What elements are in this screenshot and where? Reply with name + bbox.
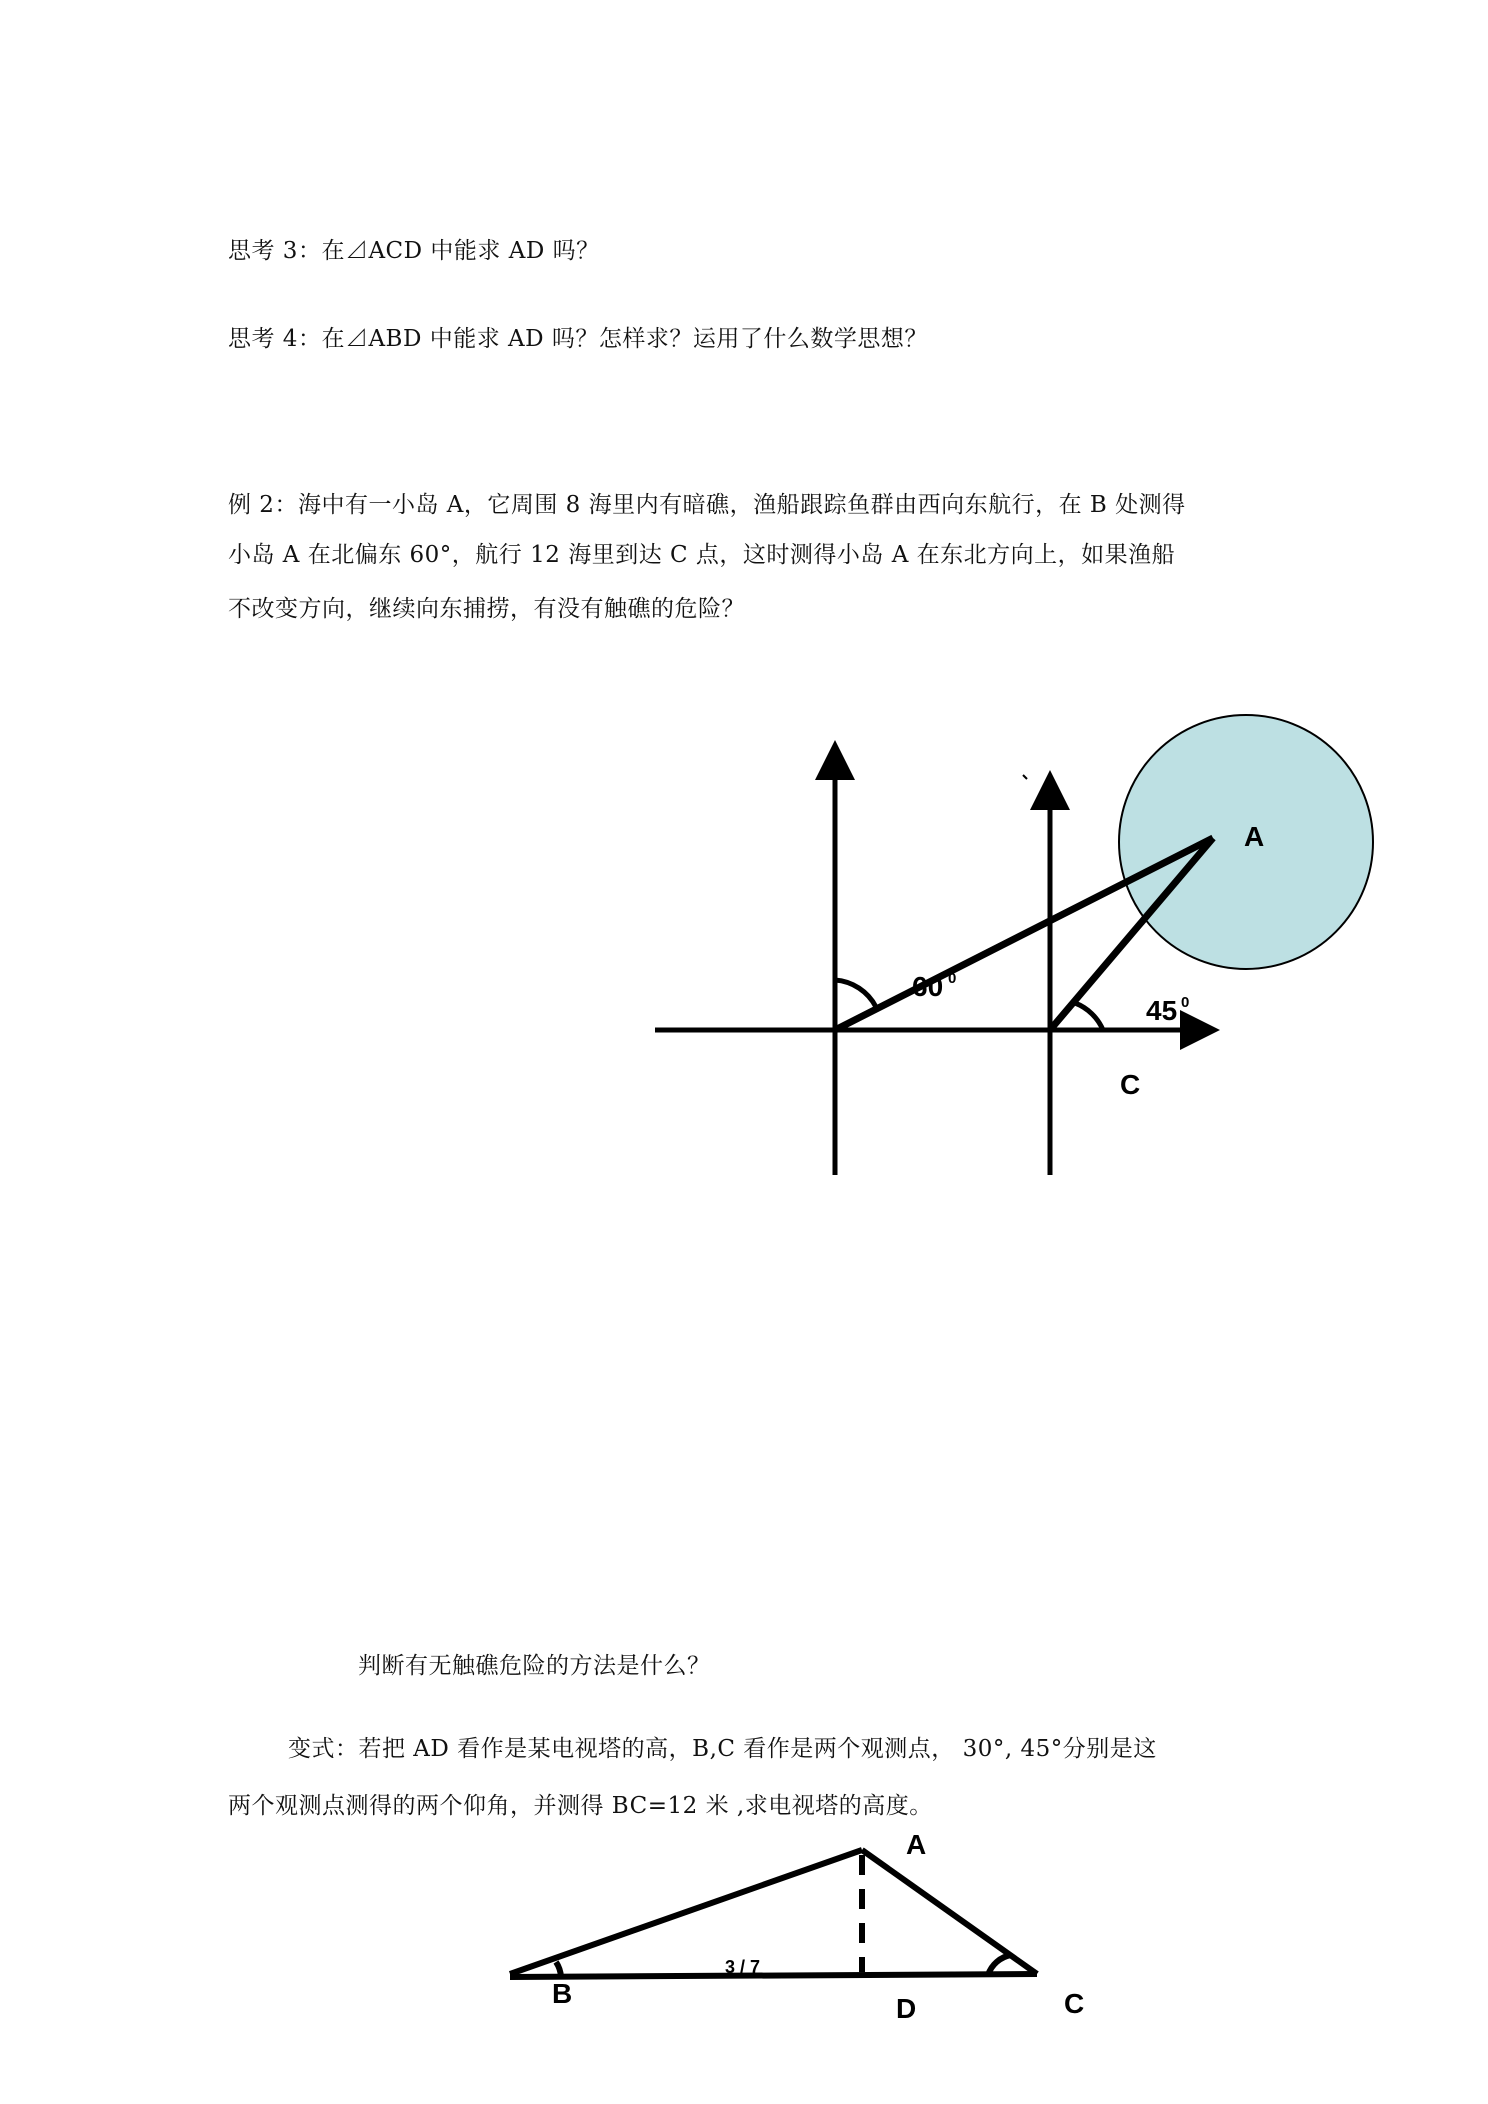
label-c-fig1: C bbox=[1120, 1069, 1141, 1100]
angle-arc-45 bbox=[1075, 1003, 1103, 1030]
example-2-line-2: 小岛 A 在北偏东 60°，航行 12 海里到达 C 点，这时测得小岛 A 在东北方向上，如果渔船 bbox=[228, 542, 1176, 568]
angle-label-60: 60 bbox=[912, 971, 944, 1002]
segment-bc bbox=[510, 1974, 1037, 1977]
angle-60-degree: 0 bbox=[948, 970, 957, 987]
think-3: 思考 3：在⊿ACD 中能求 AD 吗？ bbox=[228, 238, 600, 264]
angle-45-degree: 0 bbox=[1181, 994, 1190, 1011]
judge-question: 判断有无触礁危险的方法是什么？ bbox=[358, 1653, 711, 1679]
variant-line-2: 两个观测点测得的两个仰角，并测得 BC=12 米 ,求电视塔的高度。 bbox=[228, 1793, 933, 1819]
label-d-fig2: D bbox=[896, 1993, 917, 2024]
segment-ab bbox=[510, 1850, 862, 1974]
variant-line-1: 变式：若把 AD 看作是某电视塔的高，B,C 看作是两个观测点， 30°, 45°分别是这 bbox=[288, 1736, 1157, 1762]
label-a-fig1: A bbox=[1244, 821, 1265, 852]
example-2-line-1: 例 2：海中有一小岛 A，它周围 8 海里内有暗礁，渔船跟踪鱼群由西向东航行，在 B 处测得 bbox=[228, 492, 1186, 518]
label-a-fig2: A bbox=[906, 1829, 927, 1860]
think-4: 思考 4：在⊿ABD 中能求 AD 吗？怎样求？运用了什么数学思想？ bbox=[228, 326, 928, 352]
angle-arc-60 bbox=[835, 980, 876, 1007]
example-2-line-3: 不改变方向，继续向东捕捞，有没有触礁的危险？ bbox=[228, 596, 745, 622]
page-number: 3 / 7 bbox=[725, 1957, 761, 1977]
angle-label-45: 45 bbox=[1146, 995, 1178, 1026]
label-c-fig2: C bbox=[1064, 1988, 1085, 2019]
label-b-fig2: B bbox=[552, 1978, 573, 2009]
stray-mark bbox=[1023, 775, 1027, 779]
